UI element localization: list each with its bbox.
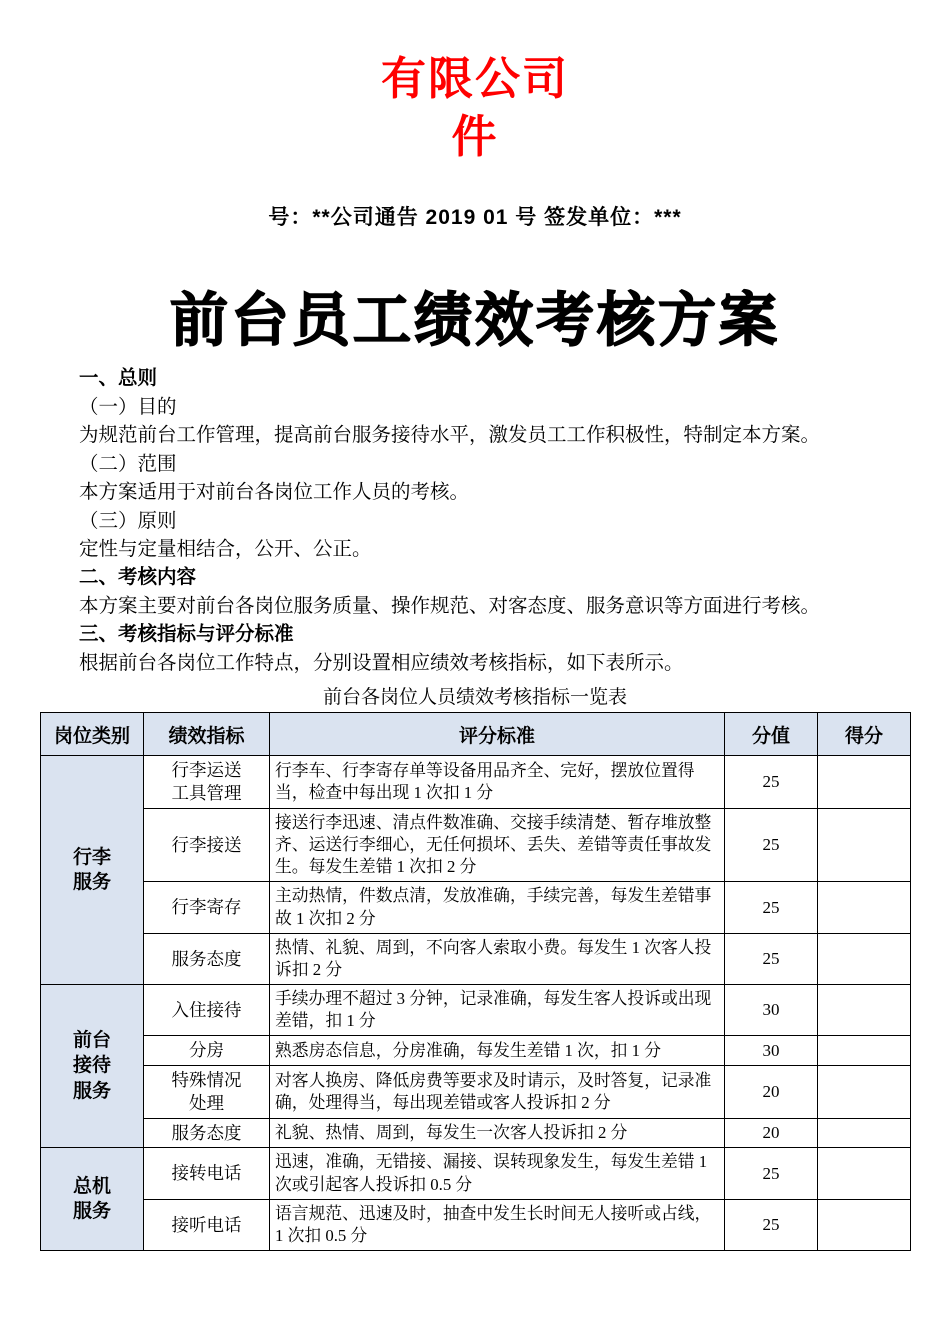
cell-got[interactable] [818,808,911,882]
table-row [41,1036,911,1066]
cell-metric: 行李寄存 [144,882,270,933]
performance-indicator-table [40,712,911,1251]
cell-standard: 热情、礼貌、周到，不向客人索取小费。每发生 1 次客人投诉扣 2 分 [270,933,725,984]
cell-got[interactable] [818,1148,911,1199]
cell-standard: 对客人换房、降低房费等要求及时请示，及时答复，记录准确，处理得当，每出现差错或客人投诉扣 2 分 [270,1066,725,1119]
cell-category: 前台 接待 服务 [41,985,144,1148]
section-1-3-text: 定性与定量相结合，公开、公正。 [79,539,372,560]
cell-standard: 行李车、行李寄存单等设备用品齐全、完好，摆放位置得当，检查中每出现 1 次扣 1 分 [270,756,725,809]
table-caption: 前台各岗位人员绩效考核指标一览表 [322,687,627,709]
cell-metric: 行李接送 [144,808,270,882]
cell-standard: 熟悉房态信息，分房准确，每发生差错 1 次，扣 1 分 [270,1036,725,1066]
section-1-3-heading: （三）原则 [79,510,177,532]
document-body [40,365,910,678]
cell-got[interactable] [818,756,911,809]
cell-standard: 手续办理不超过 3 分钟，记录准确，每发生客人投诉或出现差错，扣 1 分 [270,985,725,1036]
cell-metric: 服务态度 [144,933,270,984]
cell-score: 30 [725,1036,818,1066]
table-row [41,808,911,882]
cell-score: 25 [725,1148,818,1199]
cell-standard: 主动热情，件数点清，发放准确，手续完善，每发生差错事故 1 次扣 2 分 [270,882,725,933]
document-number: 号：**公司通告 2019 01 号 签发单位：*** [268,206,682,230]
table-row [41,882,911,933]
cell-got[interactable] [818,1066,911,1119]
section-1-2-text: 本方案适用于对前台各岗位工作人员的考核。 [79,482,470,504]
table-row [41,756,911,809]
cell-score: 25 [725,1199,818,1250]
table-row [41,933,911,984]
cell-got[interactable] [818,882,911,933]
table-row [41,1118,911,1148]
cell-metric: 特殊情况 处理 [144,1066,270,1119]
cell-category: 总机 服务 [41,1148,144,1251]
column-header-metric: 绩效指标 [144,713,270,756]
cell-standard: 迅速，准确，无错接、漏接、误转现象发生，每发生差错 1 次或引起客人投诉扣 0.5 分 [270,1148,725,1199]
section-2-text: 本方案主要对前台各岗位服务质量、操作规范、对客态度、服务意识等方面进行考核。 [79,595,821,617]
cell-got[interactable] [818,933,911,984]
cell-score: 30 [725,985,818,1036]
cell-got[interactable] [818,1118,911,1148]
cell-metric: 接听电话 [144,1199,270,1250]
table-row [41,1199,911,1250]
page-title: 前台员工绩效考核方案 [169,288,780,354]
cell-metric: 入住接待 [144,985,270,1036]
cell-score: 20 [725,1118,818,1148]
column-header-got: 得分 [818,713,911,756]
cell-score: 25 [725,808,818,882]
section-1-heading: 一、总则 [79,368,158,390]
company-name-line2: 件 [451,110,499,162]
cell-standard: 接送行李迅速、清点件数准确、交接手续清楚、暂存堆放整齐、运送行李细心，无任何损坏、丢失、差错等责任事故发生。每发生差错 1 次扣 2 分 [270,808,725,882]
section-2-heading: 二、考核内容 [79,567,197,589]
table-body [41,756,911,1251]
cell-score: 25 [725,933,818,984]
table-row [41,985,911,1036]
section-1-1-text: 为规范前台工作管理，提高前台服务接待水平，激发员工工作积极性，特制定本方案。 [79,425,821,447]
cell-metric: 接转电话 [144,1148,270,1199]
cell-standard: 语言规范、迅速及时，抽查中发生长时间无人接听或占线，1 次扣 0.5 分 [270,1199,725,1250]
column-header-score: 分值 [725,713,818,756]
cell-category: 行李 服务 [41,756,144,985]
section-3-text: 根据前台各岗位工作特点，分别设置相应绩效考核指标，如下表所示。 [79,652,684,674]
cell-metric: 服务态度 [144,1118,270,1148]
cell-got[interactable] [818,1036,911,1066]
company-name-line1: 有限公司 [380,53,569,104]
cell-got[interactable] [818,985,911,1036]
section-1-1-heading: （一）目的 [79,396,177,418]
column-header-category: 岗位类别 [41,713,144,756]
cell-score: 20 [725,1066,818,1119]
cell-score: 25 [725,756,818,809]
cell-metric: 行李运送 工具管理 [144,756,270,809]
section-3-heading: 三、考核指标与评分标准 [79,624,294,646]
cell-standard: 礼貌、热情、周到，每发生一次客人投诉扣 2 分 [270,1118,725,1148]
column-header-standard: 评分标准 [270,713,725,756]
table-row [41,1148,911,1199]
cell-got[interactable] [818,1199,911,1250]
company-header [40,0,910,165]
table-header-row [41,713,911,756]
cell-metric: 分房 [144,1036,270,1066]
section-1-2-heading: （二）范围 [79,453,177,475]
table-row [41,1066,911,1119]
cell-score: 25 [725,882,818,933]
